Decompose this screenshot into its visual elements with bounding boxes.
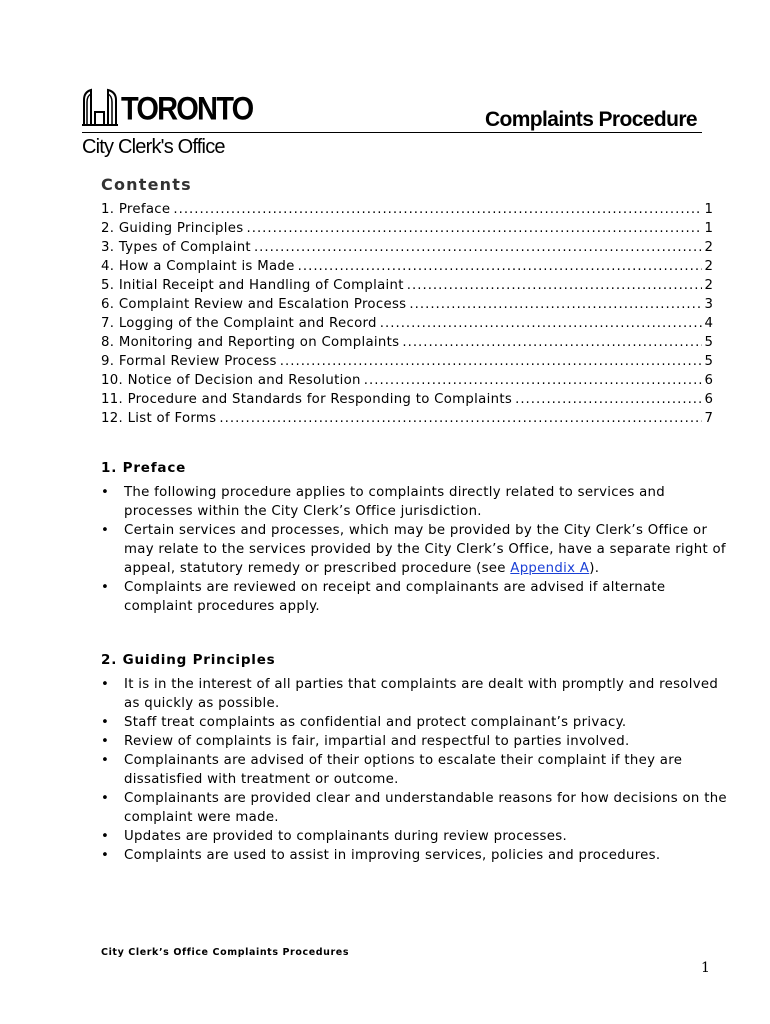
- toc-item-page: 4: [704, 316, 713, 331]
- list-item-text: Complaints are used to assist in improving services, policies and procedures.: [124, 848, 661, 863]
- contents-heading: Contents: [101, 175, 192, 194]
- toc-leader: [515, 390, 701, 409]
- bullet-icon: •: [101, 580, 110, 595]
- header-rule: [82, 132, 702, 133]
- section-heading-preface: 1. Preface: [101, 460, 187, 476]
- toc-item[interactable]: [101, 333, 713, 352]
- list-item: [101, 578, 731, 616]
- list-item: [101, 732, 731, 751]
- toc-item-page: 5: [704, 335, 713, 350]
- section-heading-guiding-principles: 2. Guiding Principles: [101, 652, 276, 668]
- toc-item-page: 1: [704, 221, 713, 236]
- toc-item[interactable]: [101, 314, 713, 333]
- toronto-logo: [82, 88, 252, 126]
- toc-item[interactable]: [101, 276, 713, 295]
- bullet-icon: •: [101, 734, 110, 749]
- toc-item-label: 3. Types of Complaint: [101, 240, 251, 255]
- toc-item-label: 5. Initial Receipt and Handling of Complaint: [101, 278, 404, 293]
- list-item-text: Complaints are reviewed on receipt and complainants are advised if alternate complaint procedures apply.: [124, 580, 666, 614]
- toc-item-label: 6. Complaint Review and Escalation Process: [101, 297, 407, 312]
- toc-item[interactable]: [101, 257, 713, 276]
- toc-item-page: 2: [704, 240, 713, 255]
- toc-leader: [219, 409, 701, 428]
- list-item-text: Updates are provided to complainants during review processes.: [124, 829, 568, 844]
- bullet-icon: •: [101, 791, 110, 806]
- bullet-icon: •: [101, 715, 110, 730]
- toc-item-page: 5: [704, 354, 713, 369]
- toc-item-page: 2: [704, 259, 713, 274]
- toc-item-label: 4. How a Complaint is Made: [101, 259, 295, 274]
- toc-item[interactable]: [101, 295, 713, 314]
- toc-item-label: 2. Guiding Principles: [101, 221, 244, 236]
- toc-leader: [298, 257, 702, 276]
- toc-item-page: 7: [704, 411, 713, 426]
- list-item-text: The following procedure applies to complaints directly related to services and processes within the City Clerk’s Office jurisdiction.: [124, 485, 665, 519]
- list-item-text: Complainants are provided clear and understandable reasons for how decisions on the complaint were made.: [124, 791, 727, 825]
- toc-item[interactable]: [101, 200, 713, 219]
- toc-leader: [247, 219, 702, 238]
- bullet-icon: •: [101, 485, 110, 500]
- list-item: [101, 789, 731, 827]
- list-item-text: Review of complaints is fair, impartial and respectful to parties involved.: [124, 734, 630, 749]
- toc-item-label: 1. Preface: [101, 202, 171, 217]
- logo-wordmark: TORONTO: [121, 91, 253, 128]
- bullet-icon: •: [101, 677, 110, 692]
- toc-item[interactable]: [101, 352, 713, 371]
- toc-leader: [364, 371, 702, 390]
- toc-item[interactable]: [101, 238, 713, 257]
- list-item-text: Certain services and processes, which may be provided by the City Clerk’s Office or may relate to the services provided by the City Clerk’s Office, have a separate right of appeal, statutory remedy or prescribed procedure (see: [124, 523, 726, 576]
- toc-leader: [402, 333, 701, 352]
- toc-item[interactable]: [101, 371, 713, 390]
- toc-leader: [173, 200, 701, 219]
- toc-item-page: 1: [704, 202, 713, 217]
- list-item: [101, 846, 731, 865]
- toc-item-page: 2: [704, 278, 713, 293]
- list-item-text: Staff treat complaints as confidential and protect complainant’s privacy.: [124, 715, 627, 730]
- list-item: [101, 713, 731, 732]
- toc-item-label: 10. Notice of Decision and Resolution: [101, 373, 361, 388]
- toc-leader: [380, 314, 702, 333]
- toc-leader: [254, 238, 702, 257]
- bullet-icon: •: [101, 829, 110, 844]
- page-number: 1: [701, 960, 710, 976]
- toc-item-page: 6: [704, 373, 713, 388]
- toc-item-label: 11. Procedure and Standards for Responding to Complaints: [101, 392, 513, 407]
- toc-item[interactable]: [101, 409, 713, 428]
- bullet-icon: •: [101, 523, 110, 538]
- toc-item-label: 8. Monitoring and Reporting on Complaints: [101, 335, 400, 350]
- office-name: City Clerk's Office: [82, 136, 225, 158]
- list-item: [101, 675, 731, 713]
- city-hall-icon: [82, 88, 118, 126]
- appendix-a-link[interactable]: Appendix A: [510, 561, 590, 576]
- toc-item-label: 7. Logging of the Complaint and Record: [101, 316, 377, 331]
- list-item: [101, 521, 731, 578]
- document-title: Complaints Procedure: [484, 108, 697, 131]
- toc-leader: [407, 276, 702, 295]
- list-item-text-end: ).: [589, 561, 600, 576]
- toc-item-label: 9. Formal Review Process: [101, 354, 277, 369]
- toc-item[interactable]: [101, 390, 713, 409]
- toc-leader: [409, 295, 701, 314]
- guiding-principles-list: [101, 675, 731, 865]
- page-footer: City Clerk’s Office Complaints Procedures: [101, 947, 350, 958]
- toc-item-page: 6: [704, 392, 713, 407]
- list-item-text: Complainants are advised of their options to escalate their complaint if they are dissatisfied with treatment or outcome.: [124, 753, 683, 787]
- list-item-text: It is in the interest of all parties that complaints are dealt with promptly and resolved as quickly as possible.: [124, 677, 719, 711]
- table-of-contents: [101, 200, 713, 428]
- toc-item-label: 12. List of Forms: [101, 411, 217, 426]
- list-item: [101, 827, 731, 846]
- list-item: [101, 751, 731, 789]
- bullet-icon: •: [101, 753, 110, 768]
- bullet-icon: •: [101, 848, 110, 863]
- preface-list: [101, 483, 731, 616]
- list-item: [101, 483, 731, 521]
- toc-item[interactable]: [101, 219, 713, 238]
- toc-item-page: 3: [704, 297, 713, 312]
- toc-leader: [280, 352, 702, 371]
